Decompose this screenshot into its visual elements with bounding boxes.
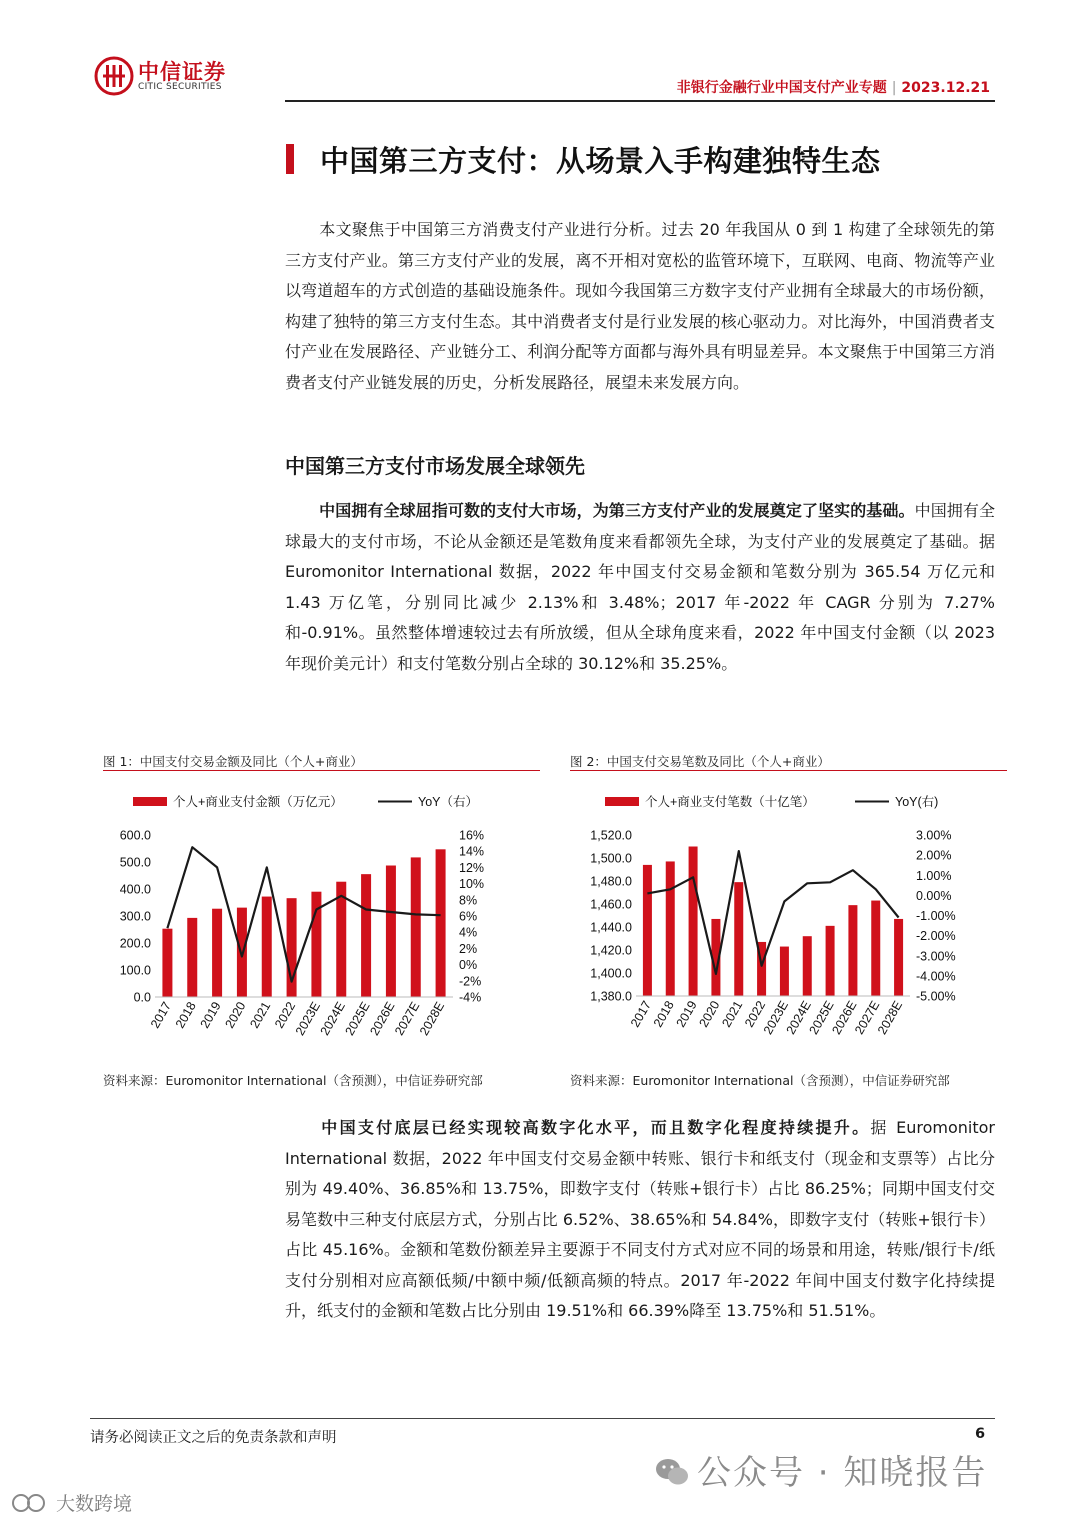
chart2-right-tick: -1.00% xyxy=(916,909,956,923)
header-report-title: 非银行金融行业中国支付产业专题 xyxy=(676,80,887,96)
figure2-chart xyxy=(570,785,1010,1060)
figure2-source: 资料来源：Euromonitor International（含预测），中信证券研究部 xyxy=(570,1073,950,1088)
chart1-bar xyxy=(237,908,247,997)
brand-logo-icon xyxy=(10,1492,54,1514)
chart2-bar xyxy=(689,847,698,997)
chart1-category-label: 2017 xyxy=(147,999,175,1031)
chart1-category-label: 2020 xyxy=(222,999,249,1031)
chart1-left-tick: 200.0 xyxy=(119,936,151,951)
chart2-bar xyxy=(848,905,857,996)
chart2-bar xyxy=(666,861,675,996)
logo-name-en: CITIC SECURITIES xyxy=(138,82,222,92)
chart1-category-label: 2022 xyxy=(272,999,299,1031)
chart2-bar xyxy=(894,919,903,996)
intro-text: 本文聚焦于中国第三方消费支付产业进行分析。过去 20 年我国从 0 到 1 构建了全球领先的第三方支付产业。第三方支付产业的发展，离不开相对宽松的监管环境下，互联网、电商、物流等产业以弯道超车的方式创造的基础设施条件。现如今我国第三方数字支付产业拥有全球最大的市场份额，构建了独特的第三方支付生态。其中消费者支付是行业发展的核心驱动力。对比海外，中国消费者支付产业在发展路径、产业链分工、利润分配等方面都与海外具有明显差异。本文聚焦于中国第三方消费者支付产业链发展的历史，分析发展路径，展望未来发展方向。 xyxy=(285,220,995,392)
footer-rule xyxy=(90,1418,995,1419)
chart1-left-tick: 100.0 xyxy=(119,963,151,978)
chart1-right-tick: 16% xyxy=(459,828,485,843)
figure2-rule xyxy=(570,770,1007,771)
chart1-category-label: 2026E xyxy=(367,999,398,1038)
footer-disclaimer: 请务必阅读正文之后的免责条款和声明 xyxy=(90,1430,337,1446)
header-report-info xyxy=(677,77,990,97)
chart2-left-tick: 1,440.0 xyxy=(590,920,632,935)
citic-logo-icon xyxy=(94,56,134,96)
market-lead: 中国拥有全球屈指可数的支付大市场，为第三方支付产业的发展奠定了坚实的基础。 xyxy=(319,501,915,520)
chart1-right-tick: 6% xyxy=(459,909,478,924)
intro-paragraph xyxy=(285,215,995,398)
chart2-category-label: 2027E xyxy=(852,998,883,1037)
chart2-left-tick: 1,460.0 xyxy=(590,897,632,912)
chart2-right-tick: 3.00% xyxy=(916,828,952,843)
chart1-bar xyxy=(436,849,446,997)
chart1-right-tick: 8% xyxy=(459,893,478,908)
chart1-right-tick: 2% xyxy=(459,941,478,956)
figure1-rule xyxy=(103,770,540,771)
chart1-bar xyxy=(162,929,172,997)
digital-lead: 中国支付底层已经实现较高数字化水平，而且数字化程度持续提升。 xyxy=(319,1118,871,1137)
header-separator: | xyxy=(891,80,897,96)
chart2-left-tick: 1,400.0 xyxy=(590,966,632,981)
chart1-right-tick: 10% xyxy=(459,877,485,892)
chart1-category-label: 2027E xyxy=(392,999,423,1038)
chart1-right-tick: 4% xyxy=(459,925,478,940)
chart1-right-tick: -4% xyxy=(459,990,482,1005)
chart1-left-tick: 400.0 xyxy=(119,882,151,897)
chart2-legend-line-label: YoY(右) xyxy=(895,795,939,809)
chart1-category-label: 2018 xyxy=(172,999,199,1031)
chart1-left-tick: 600.0 xyxy=(119,828,151,843)
chart1-category-label: 2021 xyxy=(247,999,274,1031)
chart2-category-label: 2025E xyxy=(806,998,837,1037)
chart1-yoy-line xyxy=(167,847,440,981)
watermark-brand xyxy=(10,1489,132,1516)
chart1-right-tick: -2% xyxy=(459,974,482,989)
section-title: 中国第三方支付：从场景入手构建独特生态 xyxy=(320,144,881,178)
chart1-bar xyxy=(361,874,371,997)
chart2-category-label: 2019 xyxy=(673,998,700,1030)
chart2-bar xyxy=(734,882,743,996)
digital-paragraph xyxy=(285,1113,995,1327)
chart1-bar xyxy=(212,909,222,997)
logo-name-cn: 中信证券 xyxy=(138,60,226,84)
chart2-category-label: 2018 xyxy=(650,998,677,1030)
figure1-source: 资料来源：Euromonitor International（含预测），中信证券研究部 xyxy=(103,1073,483,1088)
chart2-category-label: 2023E xyxy=(760,998,792,1037)
chart2-category-label: 2021 xyxy=(719,998,746,1030)
figure2-title: 图 2：中国支付交易笔数及同比（个人+商业） xyxy=(570,754,830,769)
chart1-legend-line-label: YoY（右） xyxy=(418,795,478,809)
chart1-category-label: 2019 xyxy=(197,999,224,1031)
chart2-right-tick: -4.00% xyxy=(916,969,956,984)
market-body: 中国拥有全球最大的支付市场，不论从金额还是笔数角度来看都领先全球，为支付产业的发展奠定了基础。据 Euromonitor International 数据，2022 年中国支付交易金额和笔数分别为 365.54 万亿元和 1.43 万亿笔，分别同比减少 2.13%和 3.48%；2017 年-2022 年 CAGR 分别为 7.27%和-0.91%。虽然整体增速较过去有所放缓，但从全球角度来看，2022 年中国支付金额（以 2023 年现价美元计）和支付笔数分别占全球的 30.12%和 35.25%。 xyxy=(285,501,995,673)
chart1-category-label: 2025E xyxy=(342,999,373,1038)
chart2-legend-bar-swatch xyxy=(605,797,639,806)
chart2-bar xyxy=(803,936,812,996)
chart2-category-label: 2028E xyxy=(874,998,906,1037)
chart1-category-label: 2028E xyxy=(416,999,448,1038)
chart1-legend-bar-label: 个人+商业支付金额（万亿元） xyxy=(173,795,343,809)
chart1-left-tick: 0.0 xyxy=(133,990,151,1005)
header-date: 2023.12.21 xyxy=(901,80,990,96)
chart1-bar xyxy=(187,918,197,997)
page-number: 6 xyxy=(975,1426,986,1442)
chart1-category-label: 2023E xyxy=(292,999,324,1038)
wechat-icon xyxy=(655,1457,689,1487)
subheading: 中国第三方支付市场发展全球领先 xyxy=(285,454,585,478)
chart2-category-label: 2022 xyxy=(742,998,769,1030)
chart1-bar xyxy=(411,857,421,997)
chart2-category-label: 2026E xyxy=(829,998,860,1037)
chart2-bar xyxy=(643,865,652,996)
watermark-text: 公众号 · 知晓报告 xyxy=(697,1453,988,1493)
chart2-legend-bar-label: 个人+商业支付笔数（十亿笔） xyxy=(645,795,815,809)
chart2-yoy-line xyxy=(647,851,898,974)
chart1-bar xyxy=(262,897,272,997)
chart1-bar xyxy=(386,866,396,997)
chart2-right-tick: 1.00% xyxy=(916,868,952,883)
chart1-category-label: 2024E xyxy=(317,999,348,1038)
chart2-category-label: 2017 xyxy=(627,998,655,1030)
chart2-bar xyxy=(871,901,880,996)
chart2-category-label: 2020 xyxy=(696,998,723,1030)
chart1-right-tick: 0% xyxy=(459,958,478,973)
watermark-brand-text: 大数跨境 xyxy=(56,1493,133,1515)
chart2-category-label: 2024E xyxy=(783,998,814,1037)
chart2-left-tick: 1,480.0 xyxy=(590,874,632,889)
chart2-bar xyxy=(826,926,835,996)
chart2-right-tick: -5.00% xyxy=(916,989,956,1004)
chart2-right-tick: 2.00% xyxy=(916,848,952,863)
chart1-left-tick: 500.0 xyxy=(119,855,151,870)
title-accent-bar xyxy=(286,144,294,174)
chart2-bar xyxy=(780,947,789,996)
citic-logo xyxy=(94,52,244,100)
chart2-right-tick: -3.00% xyxy=(916,949,956,964)
chart2-left-tick: 1,420.0 xyxy=(590,943,632,958)
digital-body: 据 Euromonitor International 数据，2022 年中国支付交易金额中转账、银行卡和纸支付（现金和支票等）占比分别为 49.40%、36.85%和 13.75%，即数字支付（转账+银行卡）占比 86.25%；同期中国支付交易笔数中三种支付底层方式，分别占比 6.52%、38.65%和 54.84%，即数字支付（转账+银行卡）占比 45.16%。金额和笔数份额差异主要源于不同支付方式对应不同的场景和用途，转账/银行卡/纸支付分别相对应高额低频/中额中频/低额高频的特点。2017 年-2022 年间中国支付数字化持续提升，纸支付的金额和笔数占比分别由 19.51%和 66.39%降至 13.75%和 51.51%。 xyxy=(285,1118,995,1320)
chart1-left-tick: 300.0 xyxy=(119,909,151,924)
market-paragraph xyxy=(285,496,995,679)
chart2-left-tick: 1,520.0 xyxy=(590,828,632,843)
chart1-right-tick: 12% xyxy=(459,860,485,875)
chart2-left-tick: 1,500.0 xyxy=(590,851,632,866)
chart2-right-tick: 0.00% xyxy=(916,888,952,903)
chart1-right-tick: 14% xyxy=(459,844,485,859)
watermark-wechat xyxy=(655,1445,987,1494)
chart2-right-tick: -2.00% xyxy=(916,929,956,944)
chart2-left-tick: 1,380.0 xyxy=(590,989,632,1004)
chart1-legend-bar-swatch xyxy=(133,797,167,806)
header-rule xyxy=(285,100,995,102)
figure1-title: 图 1：中国支付交易金额及同比（个人+商业） xyxy=(103,754,363,769)
figure1-chart xyxy=(103,785,543,1060)
